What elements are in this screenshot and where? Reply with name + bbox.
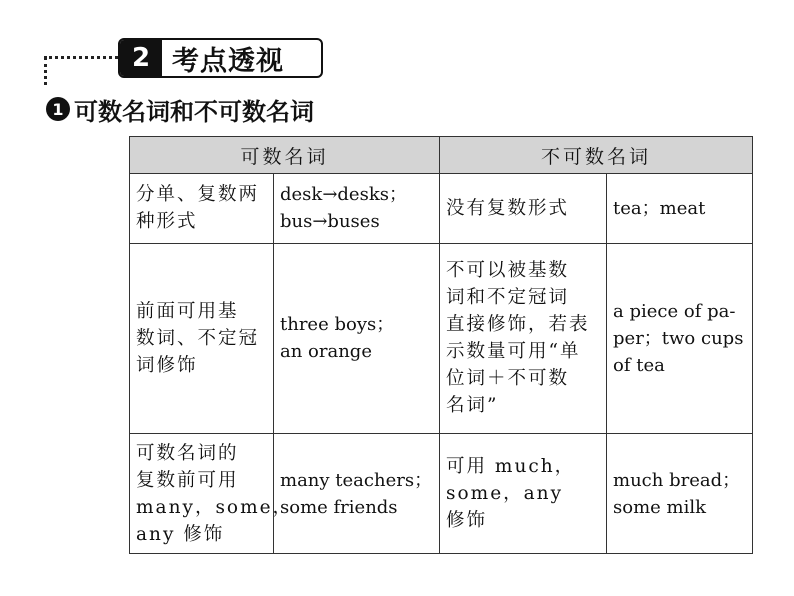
text-line: 数词、不定冠 — [136, 327, 260, 349]
text-line: any 修饰 — [136, 523, 225, 545]
text-line: some friends — [280, 496, 398, 518]
text-line: 种形式 — [136, 211, 198, 233]
text-line: 词修饰 — [136, 354, 198, 376]
subheading — [46, 92, 314, 126]
text-line: of tea — [613, 354, 665, 376]
countable-examples-cell — [274, 434, 440, 554]
uncountable-examples-cell — [607, 174, 753, 244]
text-line: many，some， — [136, 496, 294, 518]
text-line: three boys； — [280, 314, 395, 336]
text-line: 可数名词的 — [136, 442, 239, 464]
dotted-connector-vertical — [44, 57, 47, 85]
text-line: 没有复数形式 — [446, 197, 570, 219]
section-number: 2 — [120, 40, 162, 76]
subheading-text: 可数名词和不可数名词 — [74, 97, 314, 126]
text-line: a piece of pa- — [613, 300, 736, 322]
text-line: 示数量可用“单 — [446, 341, 581, 363]
countable-rule-cell — [130, 243, 274, 434]
noun-comparison-table — [129, 136, 753, 554]
text-line: bus→buses — [280, 211, 380, 233]
table-row — [130, 243, 753, 434]
uncountable-rule-cell — [440, 174, 607, 244]
section-title: 考点透视 — [172, 45, 284, 77]
text-line: per；two cups — [613, 327, 744, 349]
text-line: 分单、复数两 — [136, 184, 260, 206]
uncountable-rule-cell — [440, 243, 607, 434]
text-line: 前面可用基 — [136, 300, 239, 322]
countable-rule-cell — [130, 434, 294, 554]
text-line: 可用 much， — [446, 456, 576, 478]
header-countable: 可数名词 — [130, 137, 440, 174]
uncountable-examples-cell — [607, 243, 753, 434]
subheading-bullet: 1 — [46, 97, 70, 121]
text-line: 直接修饰，若表 — [446, 314, 590, 336]
section-title-box — [118, 38, 323, 78]
text-line: 词和不定冠词 — [446, 287, 570, 309]
text-line: many teachers； — [280, 469, 433, 491]
dotted-connector-horizontal — [44, 56, 118, 59]
text-line: some milk — [613, 496, 707, 518]
table-header-row — [130, 137, 753, 174]
text-line: 位词＋不可数 — [446, 368, 570, 390]
countable-examples-cell — [274, 243, 440, 434]
text-line: desk→desks； — [280, 184, 407, 206]
header-uncountable: 不可数名词 — [440, 137, 753, 174]
countable-examples-cell — [274, 174, 440, 244]
text-line: an orange — [280, 341, 372, 363]
table-row — [130, 174, 753, 244]
text-line: 名词” — [446, 395, 499, 417]
uncountable-examples-cell — [607, 434, 753, 554]
text-line: tea；meat — [613, 197, 706, 219]
table-row — [130, 434, 753, 554]
countable-rule-cell — [130, 174, 274, 244]
uncountable-rule-cell — [440, 434, 607, 554]
text-line: 不可以被基数 — [446, 260, 570, 282]
text-line: much bread； — [613, 469, 741, 491]
text-line: 修饰 — [446, 510, 488, 532]
text-line: some，any — [446, 483, 564, 505]
text-line: 复数前可用 — [136, 469, 239, 491]
